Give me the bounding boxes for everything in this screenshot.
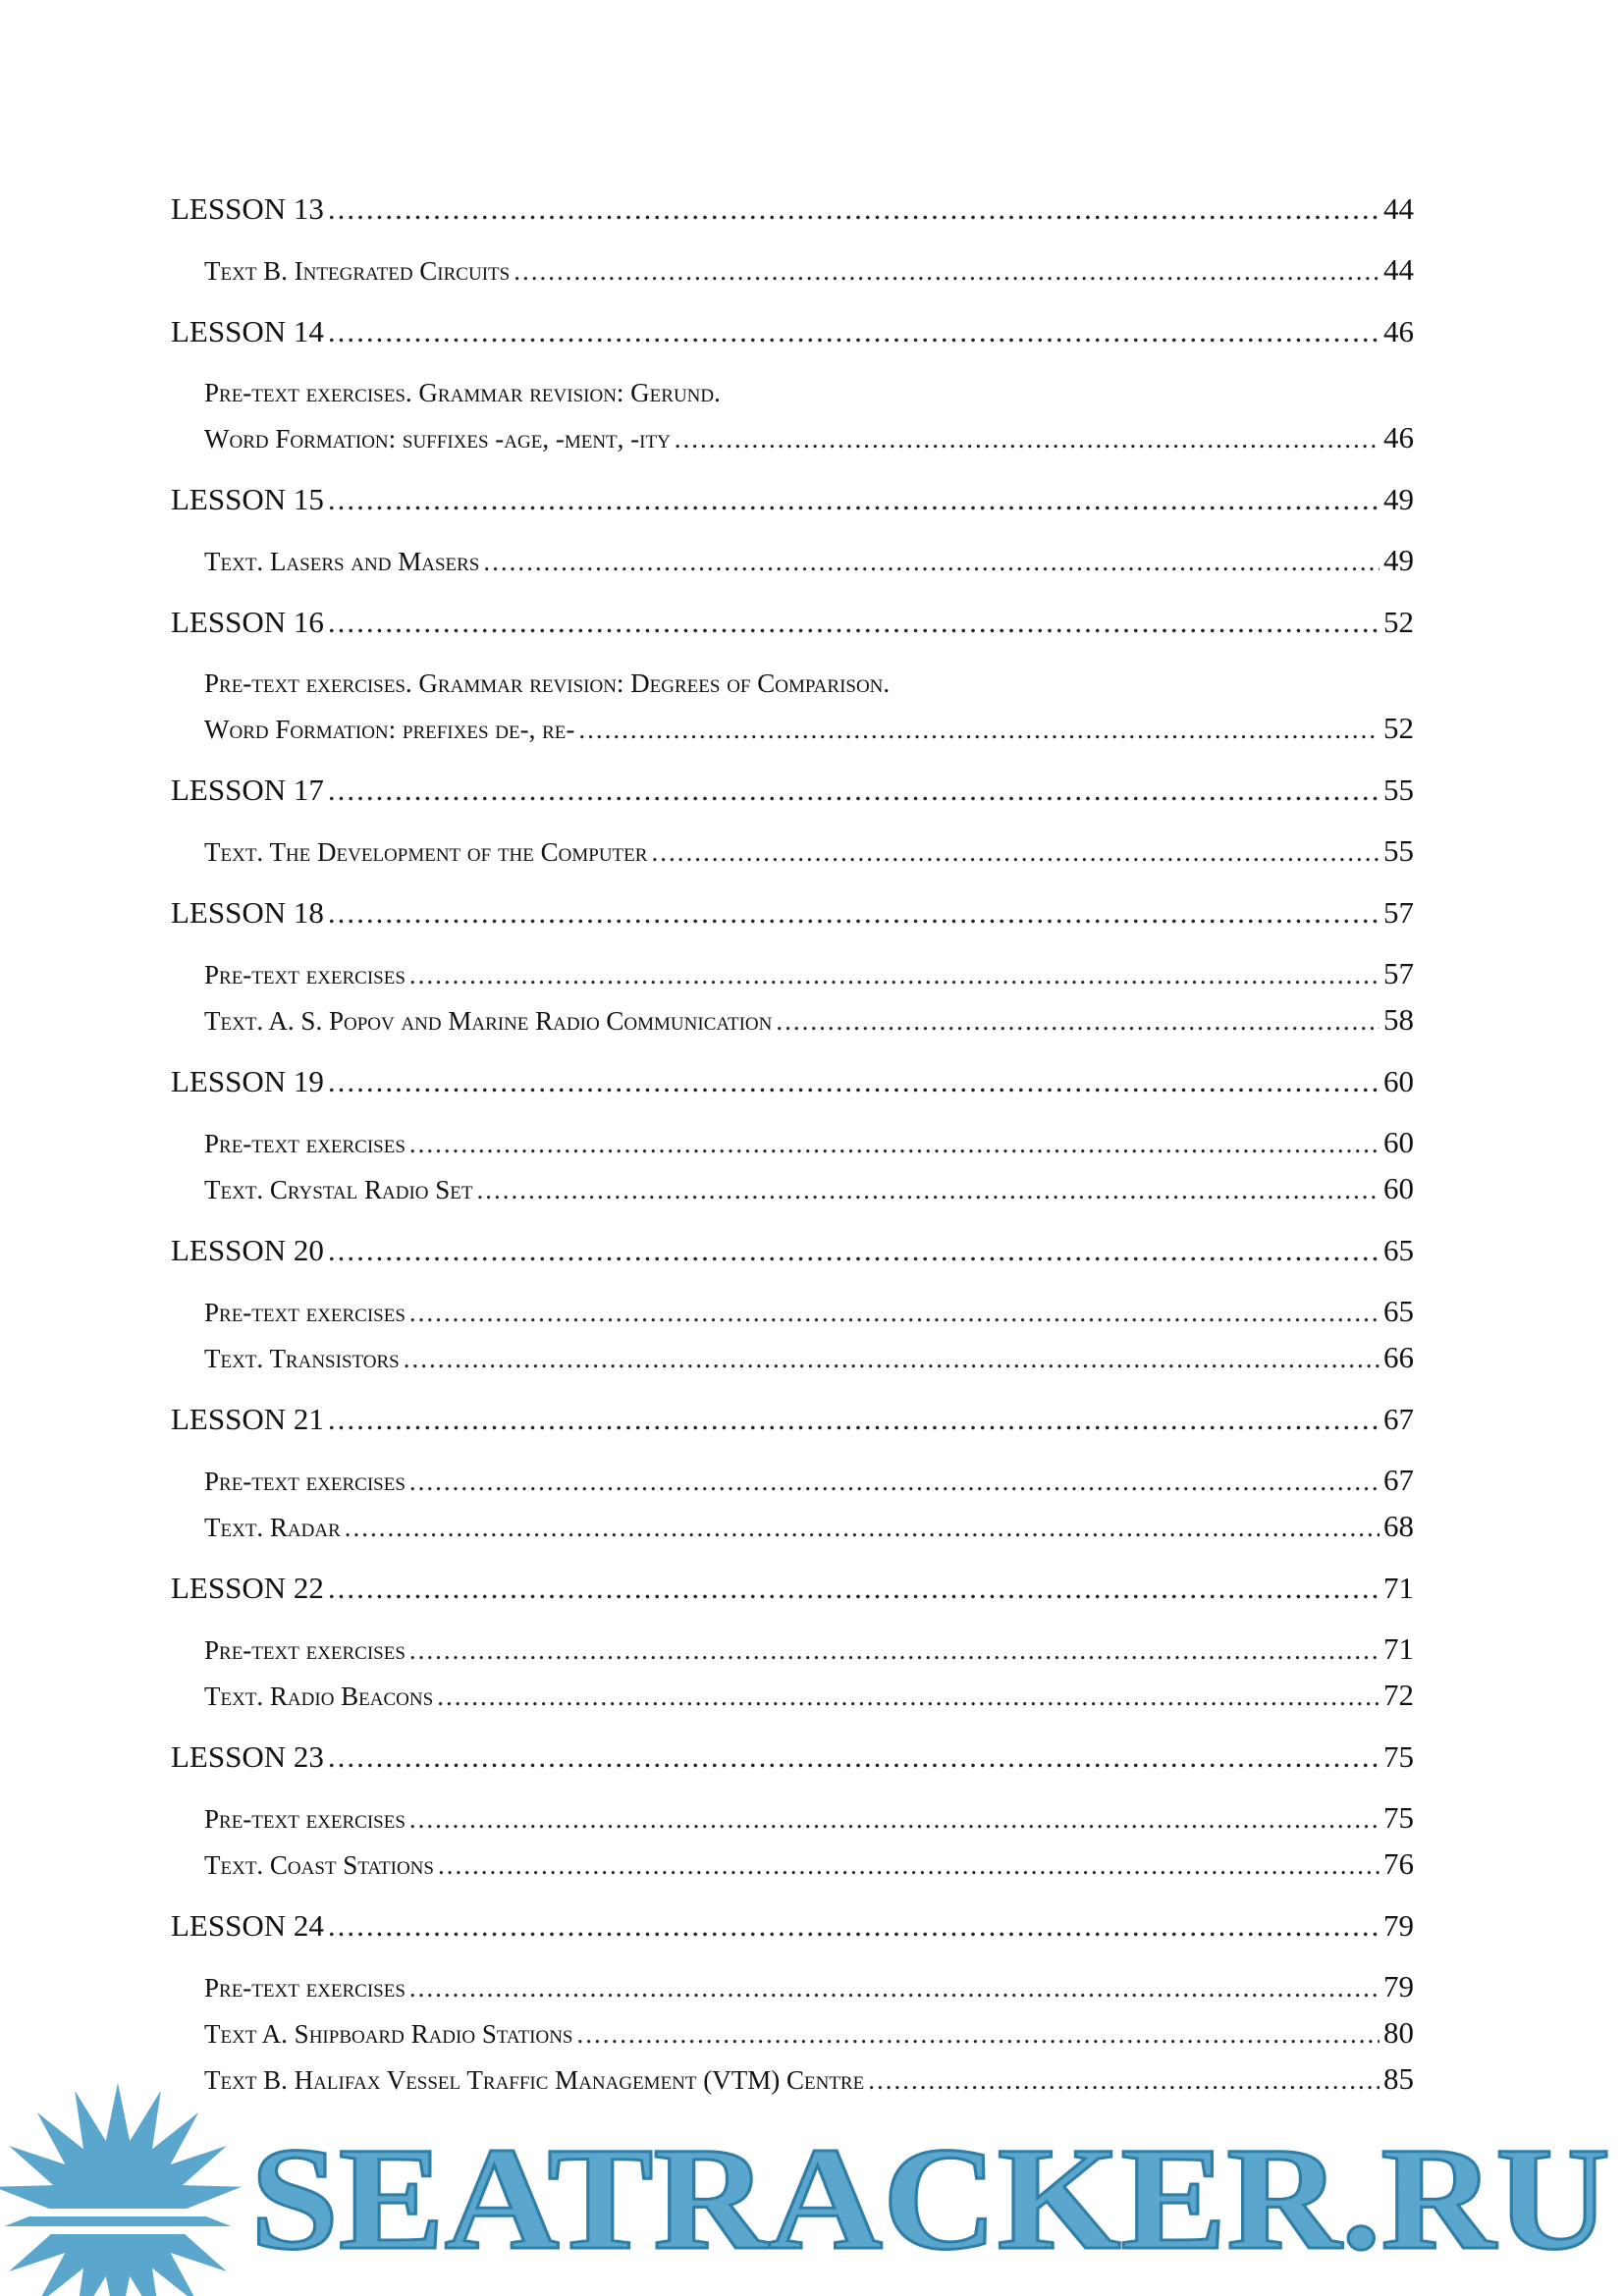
toc-lesson-entry[interactable] — [171, 890, 1414, 935]
seatracker-watermark — [0, 2061, 1623, 2296]
toc-lesson-entry[interactable] — [171, 309, 1414, 354]
leader-dots — [328, 1397, 1380, 1442]
table-of-contents — [171, 187, 1414, 2103]
subentry-title: Pre-text exercises — [204, 1635, 406, 1665]
subentry-first-line[interactable]: Pre-text exercises. Grammar revision: Degrees of Comparison. — [204, 668, 891, 698]
subentry-page-number: 65 — [1383, 1294, 1414, 1328]
subentry-title: Text. Radio Beacons — [204, 1682, 434, 1711]
leader-dots — [675, 416, 1380, 461]
watermark-text: SEATRACKER.RU — [250, 2117, 1610, 2280]
toc-subentry[interactable] — [204, 1627, 1414, 1673]
subentry-page-number: 60 — [1383, 1125, 1414, 1159]
toc-subentries — [171, 1795, 1414, 1888]
leader-dots — [345, 1505, 1380, 1550]
subentry-page-number: 57 — [1383, 956, 1414, 990]
leader-dots — [328, 768, 1380, 813]
lesson-title: LESSON 22 — [171, 1571, 324, 1605]
toc-subentry[interactable] — [204, 1120, 1414, 1166]
subentry-title: Text B. Integrated Circuits — [204, 256, 511, 286]
lesson-title: LESSON 13 — [171, 191, 324, 226]
toc-subentry[interactable] — [204, 1504, 1414, 1550]
leader-dots — [514, 248, 1380, 294]
toc-subentry[interactable] — [204, 538, 1414, 584]
toc-subentry[interactable] — [204, 415, 1414, 461]
leader-dots — [409, 1796, 1380, 1842]
toc-lesson-entry[interactable] — [171, 1566, 1414, 1611]
toc-subentries — [171, 370, 1414, 461]
toc-subentry[interactable] — [204, 706, 1414, 752]
subentry-title: Pre-text exercises — [204, 1973, 406, 2002]
toc-lesson-entry[interactable] — [171, 1735, 1414, 1780]
lesson-page-number: 67 — [1383, 1402, 1414, 1436]
toc-lesson-entry[interactable] — [171, 1397, 1414, 1442]
lesson-page-number: 79 — [1383, 1908, 1414, 1943]
toc-subentries — [171, 538, 1414, 584]
subentry-page-number: 66 — [1383, 1340, 1414, 1374]
lesson-title: LESSON 19 — [171, 1064, 324, 1098]
toc-subentry[interactable] — [204, 1166, 1414, 1212]
subentry-title: Pre-text exercises — [204, 1804, 406, 1834]
leader-dots — [328, 1566, 1380, 1611]
toc-subentries — [171, 828, 1414, 875]
leader-dots — [576, 2011, 1380, 2056]
subentry-page-number: 55 — [1383, 833, 1414, 868]
leader-dots — [328, 600, 1380, 645]
lesson-page-number: 46 — [1383, 314, 1414, 348]
subentry-page-number: 44 — [1383, 252, 1414, 287]
subentry-title: Pre-text exercises — [204, 960, 406, 989]
toc-subentry[interactable] — [204, 247, 1414, 294]
subentry-page-number: 79 — [1383, 1969, 1414, 2003]
subentry-page-number: 49 — [1383, 543, 1414, 577]
lesson-title: LESSON 24 — [171, 1908, 324, 1943]
toc-subentry[interactable] — [204, 2010, 1414, 2056]
lesson-page-number: 60 — [1383, 1064, 1414, 1098]
toc-lesson-entry[interactable] — [171, 1059, 1414, 1104]
leader-dots — [328, 187, 1380, 232]
toc-subentry[interactable] — [204, 1795, 1414, 1842]
subentry-title: Word Formation: prefixes de-, re- — [204, 715, 575, 744]
leader-dots — [328, 1059, 1380, 1104]
leader-dots — [776, 998, 1380, 1043]
toc-subentry[interactable] — [204, 1335, 1414, 1381]
subentry-page-number: 76 — [1383, 1846, 1414, 1881]
leader-dots — [409, 952, 1380, 997]
lesson-title: LESSON 21 — [171, 1402, 324, 1436]
leader-dots — [438, 1842, 1380, 1888]
lesson-page-number: 44 — [1383, 191, 1414, 226]
toc-subentries — [171, 1627, 1414, 1719]
subentry-page-number: 71 — [1383, 1631, 1414, 1666]
subentry-page-number: 60 — [1383, 1171, 1414, 1205]
subentry-title: Text. Coast Stations — [204, 1850, 434, 1880]
lesson-title: LESSON 14 — [171, 314, 324, 348]
lesson-page-number: 71 — [1383, 1571, 1414, 1605]
leader-dots — [437, 1674, 1380, 1719]
subentry-title: Text A. Shipboard Radio Stations — [204, 2019, 573, 2049]
leader-dots — [328, 309, 1380, 354]
lesson-page-number: 52 — [1383, 605, 1414, 639]
toc-lesson-entry[interactable] — [171, 768, 1414, 813]
toc-lesson-entry[interactable] — [171, 477, 1414, 522]
leader-dots — [328, 477, 1380, 522]
subentry-title: Pre-text exercises — [204, 1129, 406, 1158]
subentry-title: Word Formation: suffixes -age, -ment, -ity — [204, 424, 671, 454]
lesson-title: LESSON 20 — [171, 1233, 324, 1267]
lesson-page-number: 55 — [1383, 773, 1414, 807]
subentry-title: Text. Lasers and Masers — [204, 547, 480, 576]
toc-subentry[interactable] — [204, 828, 1414, 875]
subentry-page-number: 72 — [1383, 1678, 1414, 1712]
subentry-page-number: 75 — [1383, 1800, 1414, 1835]
leader-dots — [409, 1121, 1380, 1166]
lesson-title: LESSON 23 — [171, 1739, 324, 1774]
leader-dots — [483, 539, 1380, 584]
toc-subentry[interactable] — [204, 951, 1414, 997]
leader-dots — [328, 1903, 1380, 1949]
toc-lesson-entry[interactable] — [171, 1228, 1414, 1273]
leader-dots — [404, 1336, 1380, 1381]
toc-subentry[interactable] — [204, 1458, 1414, 1504]
leader-dots — [328, 1228, 1380, 1273]
leader-dots — [328, 890, 1380, 935]
toc-subentry[interactable] — [204, 997, 1414, 1043]
toc-subentries — [171, 661, 1414, 752]
toc-lesson-entry[interactable] — [171, 1903, 1414, 1949]
toc-subentries — [171, 1458, 1414, 1550]
leader-dots — [578, 707, 1380, 752]
toc-subentry[interactable] — [204, 1673, 1414, 1719]
toc-subentries — [171, 1120, 1414, 1212]
subentry-page-number: 52 — [1383, 711, 1414, 745]
subentry-title: Text. Crystal Radio Set — [204, 1175, 473, 1204]
toc-subentry[interactable] — [204, 1964, 1414, 2010]
leader-dots — [328, 1735, 1380, 1780]
lesson-title: LESSON 17 — [171, 773, 324, 807]
lesson-page-number: 49 — [1383, 482, 1414, 516]
subentry-title: Text B. Halifax Vessel Traffic Management (VTM) Centre — [204, 2065, 865, 2095]
subentry-title: Text. A. S. Popov and Marine Radio Communication — [204, 1006, 773, 1036]
toc-subentries — [171, 951, 1414, 1043]
lesson-title: LESSON 18 — [171, 895, 324, 930]
subentry-page-number: 85 — [1383, 2061, 1414, 2096]
subentry-title: Text. The Development of the Computer — [204, 837, 648, 867]
subentry-page-number: 67 — [1383, 1463, 1414, 1497]
lesson-title: LESSON 15 — [171, 482, 324, 516]
leader-dots — [409, 1628, 1380, 1673]
subentry-title: Text. Radar — [204, 1513, 341, 1542]
toc-subentry[interactable] — [204, 1289, 1414, 1335]
toc-lesson-entry[interactable] — [171, 187, 1414, 232]
leader-dots — [409, 1965, 1380, 2010]
leader-dots — [477, 1167, 1380, 1212]
toc-subentries — [171, 1289, 1414, 1381]
subentry-title: Pre-text exercises — [204, 1298, 406, 1327]
toc-subentry[interactable] — [204, 1842, 1414, 1888]
lesson-title: LESSON 16 — [171, 605, 324, 639]
lesson-page-number: 57 — [1383, 895, 1414, 930]
leader-dots — [651, 829, 1380, 875]
leader-dots — [409, 1290, 1380, 1335]
subentry-first-line[interactable]: Pre-text exercises. Grammar revision: Gerund. — [204, 378, 721, 407]
subentry-page-number: 46 — [1383, 420, 1414, 454]
subentry-title: Pre-text exercises — [204, 1467, 406, 1496]
sun-logo-icon — [0, 2083, 255, 2296]
leader-dots — [409, 1459, 1380, 1504]
lesson-page-number: 75 — [1383, 1739, 1414, 1774]
toc-subentries — [171, 247, 1414, 294]
subentry-page-number: 58 — [1383, 1002, 1414, 1037]
toc-lesson-entry[interactable] — [171, 600, 1414, 645]
subentry-title: Text. Transistors — [204, 1344, 400, 1373]
subentry-page-number: 68 — [1383, 1509, 1414, 1543]
subentry-page-number: 80 — [1383, 2015, 1414, 2050]
lesson-page-number: 65 — [1383, 1233, 1414, 1267]
